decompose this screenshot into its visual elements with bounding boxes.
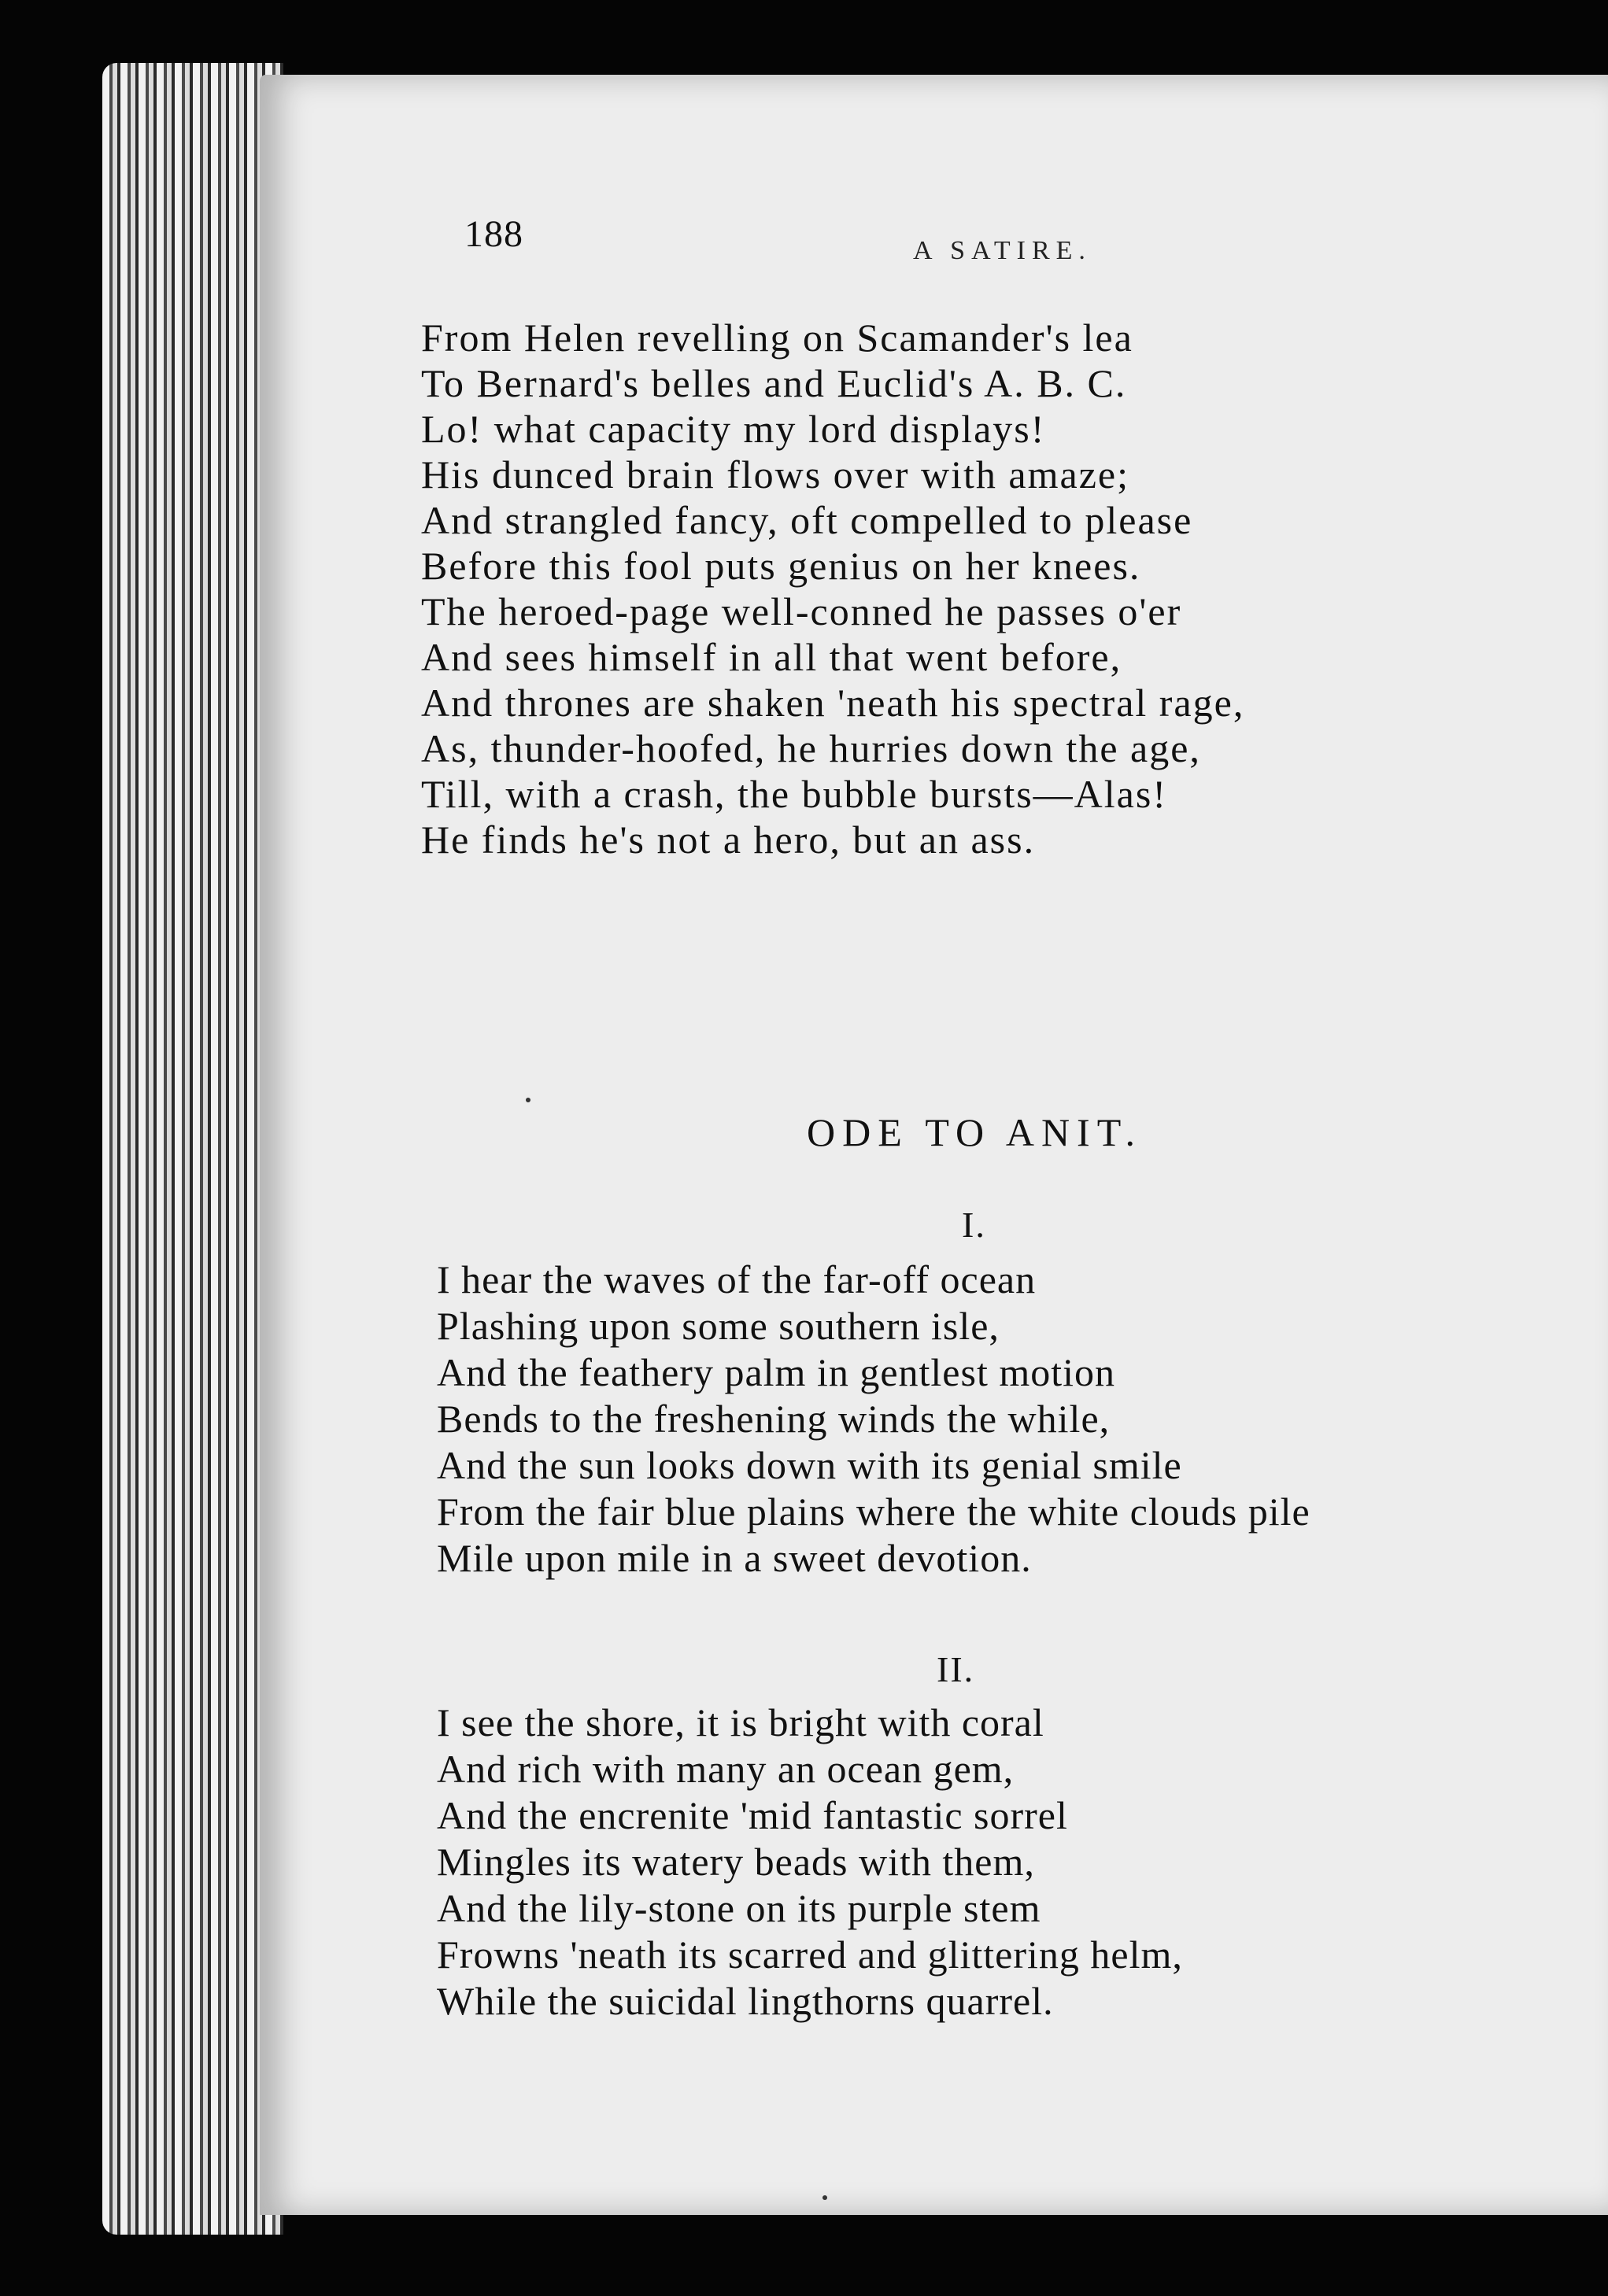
verse-line: As, thunder-hoofed, he hurries down the age, — [421, 726, 1201, 770]
verse-line: Till, with a crash, the bubble bursts—Alas! — [421, 772, 1167, 816]
verse-line: To Bernard's belles and Euclid's A. B. C. — [421, 361, 1127, 405]
running-head: A SATIRE. — [913, 236, 1092, 265]
verse-line: Before this fool puts genius on her knees. — [421, 544, 1141, 588]
verse-line: While the suicidal lingthorns quarrel. — [437, 1979, 1054, 2023]
verse-line: Plashing upon some southern isle, — [437, 1304, 1000, 1348]
verse-line: Frowns 'neath its scarred and glittering helm, — [437, 1932, 1183, 1977]
verse-line: I hear the waves of the far-off ocean — [437, 1257, 1037, 1301]
verse-line: I see the shore, it is bright with coral — [437, 1700, 1044, 1744]
verse-line: His dunced brain flows over with amaze; — [421, 452, 1129, 496]
stanza-number: I. — [962, 1205, 986, 1245]
stanza-number: II. — [937, 1649, 975, 1689]
poem-title: ODE TO ANIT. — [807, 1110, 1143, 1154]
dust-speck — [526, 1098, 530, 1102]
verse-line: And thrones are shaken 'neath his spectral rage, — [421, 681, 1245, 725]
book-page-edges — [102, 63, 283, 2235]
dust-speck — [822, 2195, 827, 2200]
verse-line: And the sun looks down with its genial smile — [437, 1443, 1182, 1487]
verse-line: He finds he's not a hero, but an ass. — [421, 818, 1036, 862]
verse-line: The heroed-page well-conned he passes o'er — [421, 589, 1182, 633]
verse-line: And the feathery palm in gentlest motion — [437, 1350, 1116, 1394]
satire-verse — [421, 315, 1244, 862]
verse-line: Lo! what capacity my lord displays! — [421, 407, 1046, 451]
verse-line: Bends to the freshening winds the while, — [437, 1397, 1111, 1441]
stanza-two — [437, 1700, 1183, 2025]
verse-line: And rich with many an ocean gem, — [437, 1747, 1015, 1791]
verse-line: And the encrenite 'mid fantastic sorrel — [437, 1793, 1068, 1837]
verse-line: And sees himself in all that went before, — [421, 635, 1122, 679]
verse-line: From Helen revelling on Scamander's lea — [421, 316, 1133, 360]
page-number: 188 — [464, 213, 523, 255]
verse-line: And the lily-stone on its purple stem — [437, 1886, 1041, 1930]
verse-line: From the fair blue plains where the white clouds pile — [437, 1489, 1310, 1534]
verse-line: And strangled fancy, oft compelled to please — [421, 498, 1193, 542]
verse-line: Mingles its watery beads with them, — [437, 1840, 1035, 1884]
stanza-one — [437, 1257, 1310, 1582]
verse-line: Mile upon mile in a sweet devotion. — [437, 1536, 1032, 1580]
